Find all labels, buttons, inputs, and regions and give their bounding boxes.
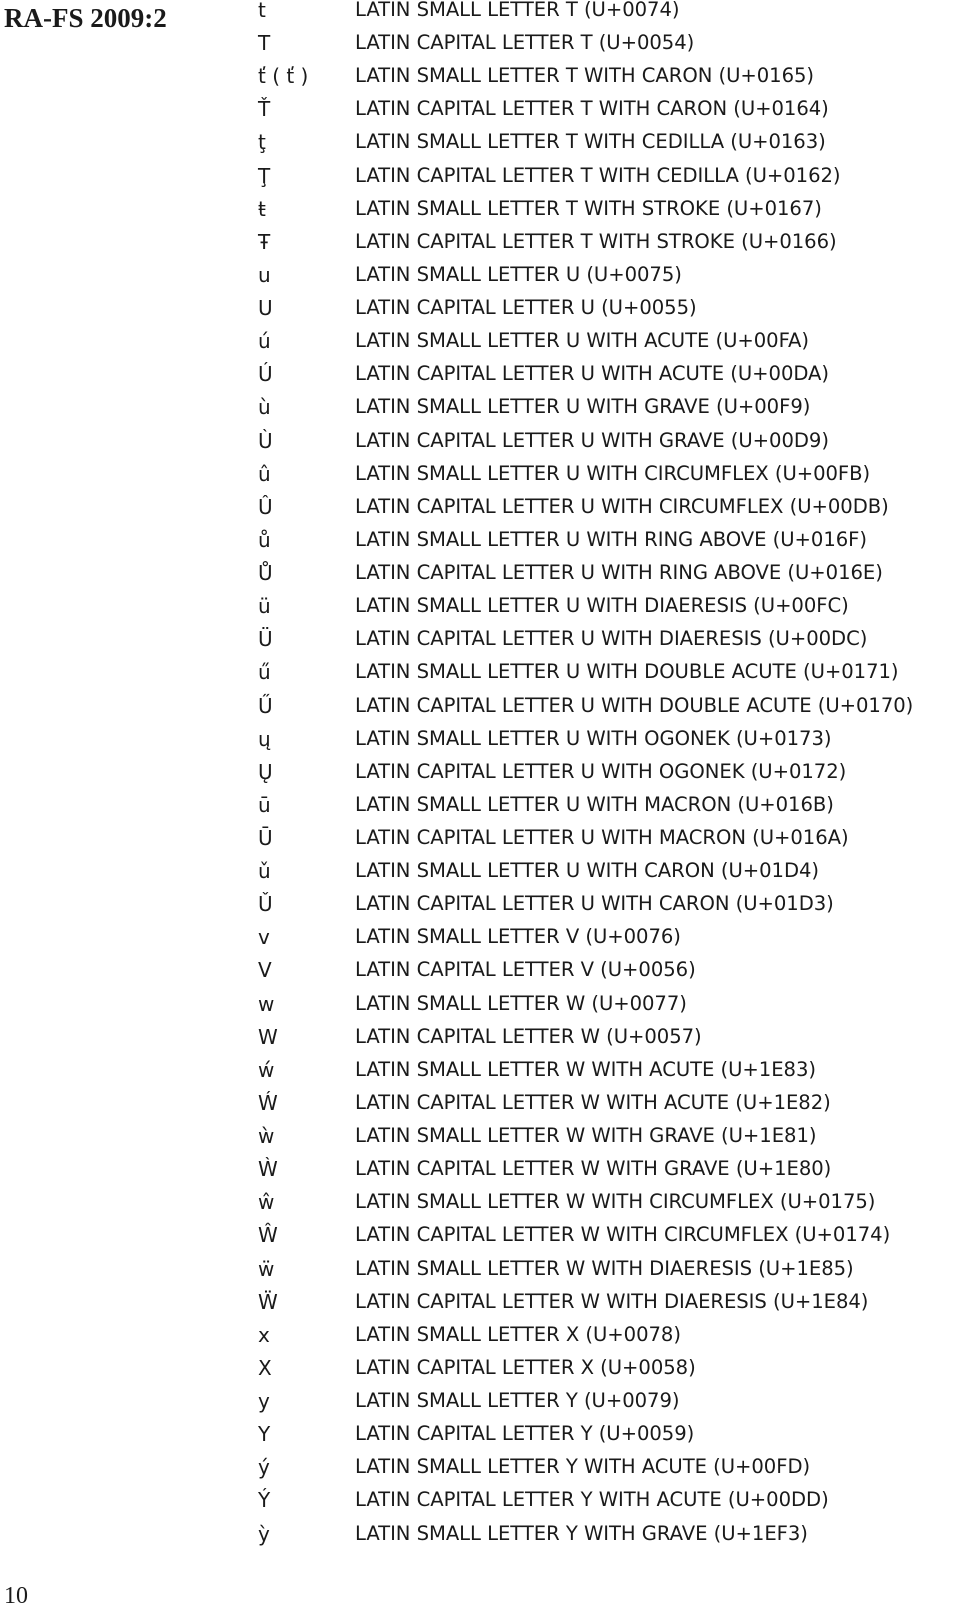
character-glyph: X [258,1355,272,1380]
character-glyph: ỳ [258,1521,270,1546]
character-description: LATIN SMALL LETTER V (U+0076) [355,925,681,949]
character-glyph: w [258,991,275,1016]
table-row [0,593,960,626]
character-glyph: ẅ [258,1256,275,1281]
table-row [0,726,960,759]
table-row [0,891,960,924]
character-glyph: Ẁ [258,1157,278,1182]
character-glyph: Ť [258,97,271,122]
character-description: LATIN SMALL LETTER U WITH CARON (U+01D4) [355,859,819,883]
character-glyph: Ǔ [258,892,273,917]
table-row [0,262,960,295]
character-glyph: v [258,925,270,950]
character-description: LATIN CAPITAL LETTER T (U+0054) [355,31,695,55]
table-row [0,30,960,63]
table-row [0,1123,960,1156]
table-row [0,1388,960,1421]
character-glyph: W [258,1024,278,1049]
character-glyph: ţ [258,130,266,155]
character-glyph: ü [258,594,271,619]
table-row [0,924,960,957]
character-description: LATIN SMALL LETTER U WITH MACRON (U+016B) [355,792,834,816]
table-row [0,1289,960,1322]
character-description: LATIN CAPITAL LETTER T WITH CARON (U+0164) [355,97,829,121]
character-glyph: x [258,1322,270,1347]
character-glyph: T [258,31,271,56]
character-description: LATIN SMALL LETTER T WITH CEDILLA (U+0163) [355,130,826,154]
character-glyph: Ű [258,693,273,718]
character-description: LATIN CAPITAL LETTER U WITH GRAVE (U+00D9) [355,428,829,452]
character-description: LATIN SMALL LETTER U WITH ACUTE (U+00FA) [355,329,809,353]
table-row [0,626,960,659]
table-row [0,858,960,891]
table-row [0,527,960,560]
character-glyph: ẁ [258,1124,275,1149]
character-description: LATIN CAPITAL LETTER U WITH RING ABOVE (U+016E) [355,561,883,585]
character-glyph: y [258,1389,270,1414]
character-glyph: Ů [258,561,273,586]
character-description: LATIN CAPITAL LETTER U (U+0055) [355,296,697,320]
character-description: LATIN SMALL LETTER W (U+0077) [355,991,687,1015]
character-description: LATIN SMALL LETTER Y (U+0079) [355,1389,680,1413]
table-row [0,129,960,162]
table-row [0,229,960,262]
table-row [0,428,960,461]
table-row [0,792,960,825]
character-glyph: Ŧ [258,229,271,254]
character-description: LATIN CAPITAL LETTER W WITH CIRCUMFLEX (U+0174) [355,1223,891,1247]
character-glyph: Û [258,494,273,519]
character-glyph: Y [258,1422,271,1447]
character-description: LATIN SMALL LETTER U WITH GRAVE (U+00F9) [355,395,811,419]
character-glyph: Ù [258,428,273,453]
table-row [0,1222,960,1255]
character-description: LATIN CAPITAL LETTER T WITH STROKE (U+0166) [355,229,837,253]
character-glyph: Ý [258,1488,271,1513]
table-row [0,63,960,96]
table-row [0,461,960,494]
character-description: LATIN SMALL LETTER U WITH DOUBLE ACUTE (U+0171) [355,660,899,684]
character-description: LATIN SMALL LETTER T WITH STROKE (U+0167) [355,196,822,220]
character-glyph: ū [258,792,271,817]
character-description: LATIN SMALL LETTER T (U+0074) [355,0,680,21]
character-glyph: ů [258,527,271,552]
table-row [0,759,960,792]
table-row [0,295,960,328]
character-glyph: ý [258,1455,270,1480]
character-glyph: ú [258,329,271,354]
character-description: LATIN CAPITAL LETTER W WITH GRAVE (U+1E80) [355,1157,832,1181]
character-description: LATIN SMALL LETTER U WITH DIAERESIS (U+00FC) [355,594,849,618]
character-description: LATIN CAPITAL LETTER Y (U+0059) [355,1422,695,1446]
character-description: LATIN SMALL LETTER T WITH CARON (U+0165) [355,64,814,88]
table-row [0,825,960,858]
character-description: LATIN SMALL LETTER W WITH ACUTE (U+1E83) [355,1057,816,1081]
character-description: LATIN SMALL LETTER U (U+0075) [355,262,682,286]
character-glyph: Ẃ [258,1090,278,1115]
character-description: LATIN CAPITAL LETTER X (U+0058) [355,1355,696,1379]
table-row [0,196,960,229]
character-description: LATIN CAPITAL LETTER U WITH DIAERESIS (U+00DC) [355,627,868,651]
character-description: LATIN CAPITAL LETTER U WITH MACRON (U+016A) [355,826,849,849]
character-description: LATIN SMALL LETTER U WITH CIRCUMFLEX (U+00FB) [355,461,871,485]
character-glyph: U [258,296,273,321]
table-row [0,96,960,129]
table-row [0,1487,960,1520]
character-glyph: Ẅ [258,1289,278,1314]
table-row [0,1090,960,1123]
table-row [0,1322,960,1355]
character-glyph: ŵ [258,1190,275,1215]
character-glyph: u [258,262,271,287]
character-glyph: ŧ [258,196,266,221]
character-description: LATIN SMALL LETTER W WITH DIAERESIS (U+1E85) [355,1256,854,1280]
table-row [0,1057,960,1090]
table-row [0,361,960,394]
character-description: LATIN CAPITAL LETTER V (U+0056) [355,958,696,982]
table-row [0,1156,960,1189]
character-glyph: Ū [258,826,273,850]
character-glyph: ť ( ť ) [258,64,309,89]
character-description: LATIN SMALL LETTER W WITH CIRCUMFLEX (U+0175) [355,1190,876,1214]
character-description: LATIN CAPITAL LETTER T WITH CEDILLA (U+0162) [355,163,841,187]
table-row [0,1454,960,1487]
table-row [0,957,960,990]
character-glyph: ù [258,395,271,420]
document-id: RA-FS 2009:2 [4,3,167,33]
character-description: LATIN SMALL LETTER X (U+0078) [355,1322,681,1346]
character-glyph: Ţ [258,163,271,188]
character-description: LATIN SMALL LETTER Y WITH ACUTE (U+00FD) [355,1455,811,1479]
character-glyph: û [258,461,271,486]
character-glyph: ǔ [258,859,271,884]
table-row [0,328,960,361]
character-glyph: Ü [258,627,273,652]
character-description: LATIN SMALL LETTER Y WITH GRAVE (U+1EF3) [355,1521,808,1545]
table-row [0,494,960,527]
table-row [0,1189,960,1222]
character-glyph: ų [258,726,271,751]
table-row [0,394,960,427]
character-description: LATIN CAPITAL LETTER W WITH ACUTE (U+1E82) [355,1090,831,1114]
table-row [0,163,960,196]
character-glyph: V [258,958,272,983]
character-description: LATIN SMALL LETTER W WITH GRAVE (U+1E81) [355,1124,817,1148]
table-row [0,991,960,1024]
character-glyph: t [258,0,266,22]
character-description: LATIN CAPITAL LETTER W (U+0057) [355,1024,702,1048]
table-row [0,693,960,726]
character-description: LATIN SMALL LETTER U WITH RING ABOVE (U+016F) [355,527,867,551]
table-row [0,0,960,30]
character-glyph: ű [258,660,271,685]
character-description: LATIN SMALL LETTER U WITH OGONEK (U+0173) [355,726,832,750]
table-row [0,1421,960,1454]
character-description: LATIN CAPITAL LETTER U WITH CARON (U+01D3) [355,892,834,916]
table-row [0,1355,960,1388]
character-glyph: ẃ [258,1057,275,1082]
character-description: LATIN CAPITAL LETTER Y WITH ACUTE (U+00DD) [355,1488,829,1512]
character-glyph: Ŵ [258,1223,278,1248]
character-description: LATIN CAPITAL LETTER W WITH DIAERESIS (U+1E84) [355,1289,869,1313]
character-description: LATIN CAPITAL LETTER U WITH ACUTE (U+00DA) [355,362,830,386]
page-number: 10 [4,1583,28,1609]
table-row [0,560,960,593]
character-glyph: Ų [258,759,273,784]
character-description: LATIN CAPITAL LETTER U WITH CIRCUMFLEX (U+00DB) [355,494,889,518]
character-description: LATIN CAPITAL LETTER U WITH OGONEK (U+0172) [355,759,847,783]
character-glyph: Ú [258,362,273,387]
table-row [0,659,960,692]
character-description: LATIN CAPITAL LETTER U WITH DOUBLE ACUTE (U+0170) [355,693,914,717]
table-row [0,1256,960,1289]
table-row [0,1521,960,1554]
table-row [0,1024,960,1057]
